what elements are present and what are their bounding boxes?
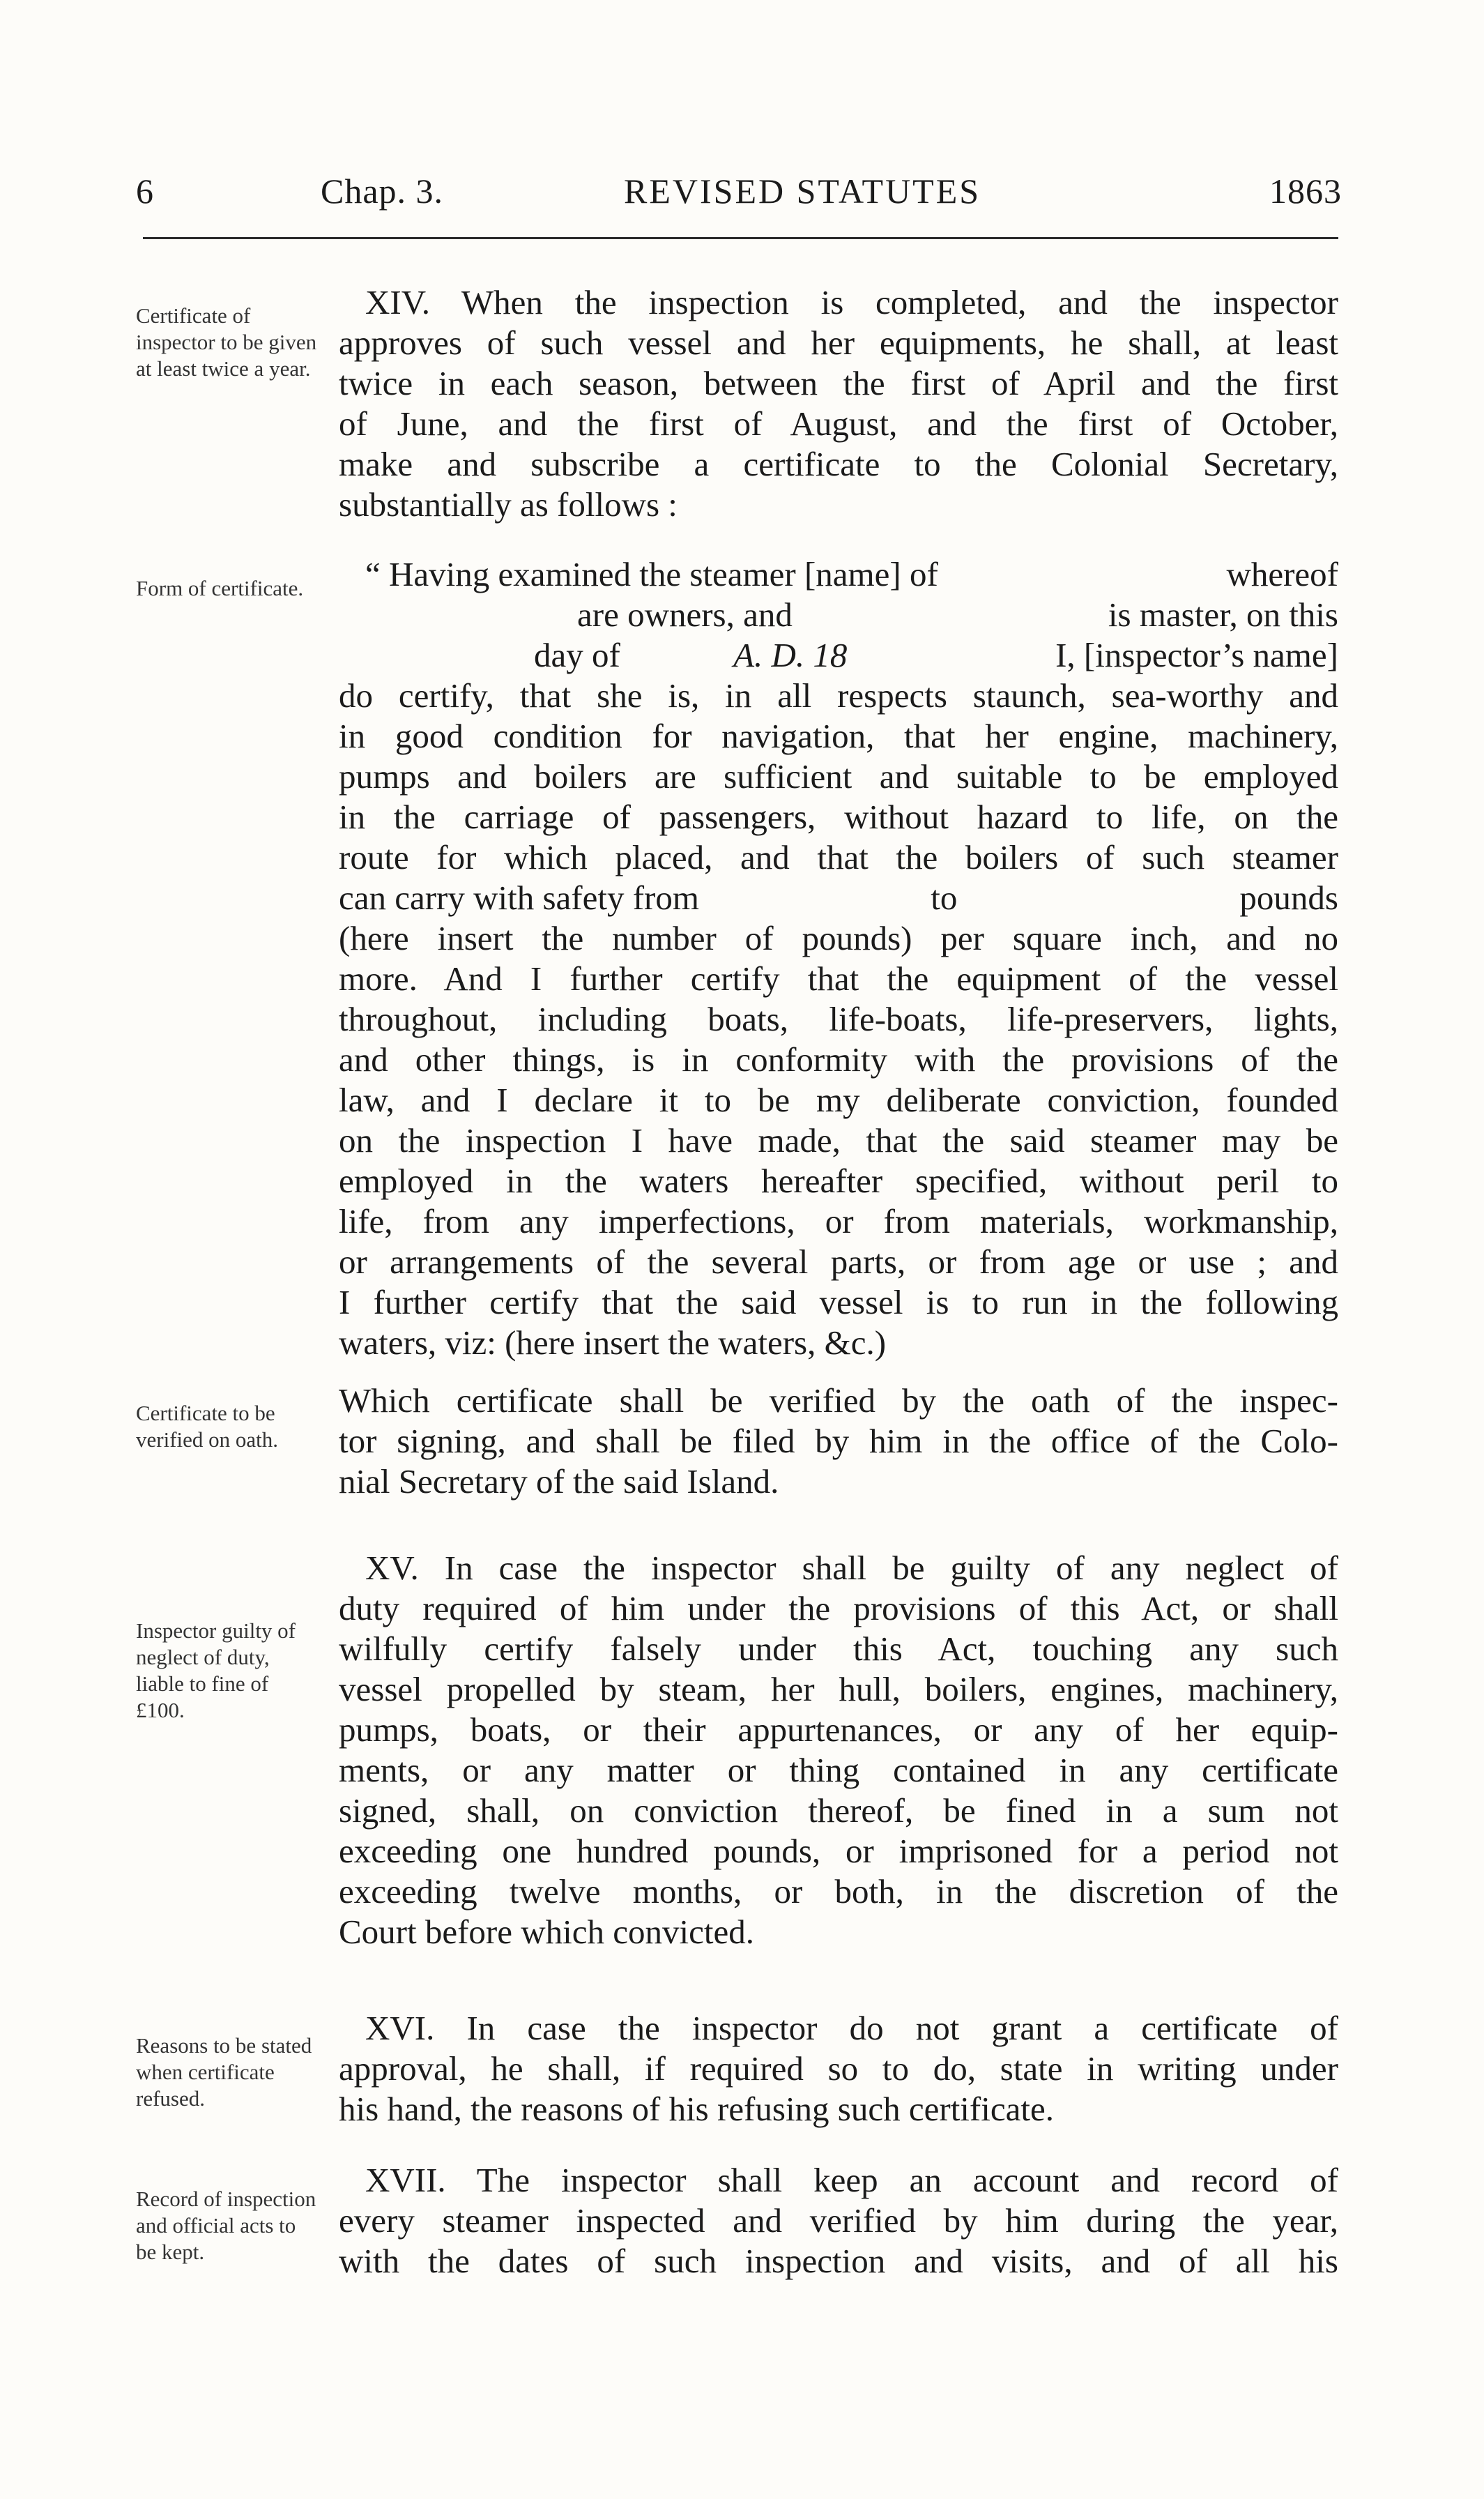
form-text: is master, on this: [1108, 595, 1338, 634]
text-line: every steamer inspected and verified by him during the year,: [339, 2201, 1338, 2240]
text-line: make and subscribe a certificate to the Colonial Secretary,: [339, 445, 1338, 483]
text-line: or arrangements of the several parts, or from age or use ; and: [339, 1243, 1338, 1281]
text-line: waters, viz: (here insert the waters, &c.): [339, 1323, 887, 1362]
margin-note: Certificate to be verified on oath.: [136, 1401, 279, 1452]
text-line: duty required of him under the provisions of this Act, or shall: [339, 1589, 1338, 1627]
running-header: [136, 171, 1342, 220]
text-line: Which certificate shall be verified by the oath of the inspec-: [339, 1381, 1338, 1420]
text-line: XVI. In case the inspector do not grant a certificate of: [365, 2009, 1338, 2047]
text-line: wilfully certify falsely under this Act, touching any such: [339, 1630, 1338, 1668]
section-xvii: [339, 2160, 1338, 2281]
text-line: in good condition for navigation, that her engine, machinery,: [339, 717, 1338, 755]
text-line: law, and I declare it to be my deliberate conviction, founded: [339, 1081, 1338, 1119]
text-line: pumps and boilers are sufficient and suitable to be employed: [339, 757, 1338, 796]
text-line: do certify, that she is, in all respects staunch, sea-worthy and: [339, 676, 1338, 715]
form-line: [339, 878, 1338, 918]
text-line: and other things, is in conformity with the provisions of the: [339, 1040, 1338, 1079]
form-text: “ Having examined the steamer [name] of: [365, 555, 938, 593]
text-line: employed in the waters hereafter specified, without peril to: [339, 1162, 1338, 1200]
text-line: pumps, boats, or their appurtenances, or any of her equip-: [339, 1710, 1338, 1749]
text-line: twice in each season, between the first of April and the first: [339, 364, 1338, 402]
form-text: can carry with safety from: [339, 879, 699, 917]
form-text: A. D. 18: [733, 636, 848, 674]
text-line: approves of such vessel and her equipments, he shall, at least: [339, 324, 1338, 362]
text-line: XV. In case the inspector shall be guilty of any neglect of: [365, 1549, 1338, 1587]
text-line: XVII. The inspector shall keep an account and record of: [365, 2161, 1338, 2199]
form-line: [339, 635, 1338, 676]
form-text: are owners, and: [577, 595, 793, 634]
form-line: [339, 595, 1338, 635]
margin-note: Form of certificate.: [136, 576, 304, 600]
section-xv: [339, 1548, 1338, 1952]
section-xiv: [339, 282, 1338, 525]
margin-note: Inspector guilty of neglect of duty, liable to fine of £100.: [136, 1618, 296, 1722]
form-text: whereof: [1226, 555, 1338, 593]
form-text: pounds: [1239, 879, 1338, 917]
text-line: more. And I further certify that the equipment of the vessel: [339, 959, 1338, 998]
text-line: life, from any imperfections, or from materials, workmanship,: [339, 1202, 1338, 1240]
text-line: signed, shall, on conviction thereof, be fined in a sum not: [339, 1791, 1338, 1830]
text-line: Court before which convicted.: [339, 1913, 754, 1951]
text-line: exceeding twelve months, or both, in the discretion of the: [339, 1872, 1338, 1911]
text-line: in the carriage of passengers, without hazard to life, on the: [339, 798, 1338, 836]
page-title: REVISED STATUTES: [624, 172, 981, 211]
text-line: exceeding one hundred pounds, or imprisoned for a period not: [339, 1832, 1338, 1870]
text-line: ments, or any matter or thing contained in any certificate: [339, 1751, 1338, 1789]
header-year: 1863: [1269, 172, 1342, 211]
text-line: approval, he shall, if required so to do, state in writing under: [339, 2049, 1338, 2088]
text-line: with the dates of such inspection and visits, and of all his: [339, 2242, 1338, 2280]
text-line: on the inspection I have made, that the said steamer may be: [339, 1121, 1338, 1160]
text-line: of June, and the first of August, and the first of October,: [339, 404, 1338, 443]
section-verification: [339, 1381, 1338, 1502]
text-line: tor signing, and shall be filed by him in the office of the Colo-: [339, 1422, 1338, 1460]
text-line: substantially as follows :: [339, 485, 678, 524]
text-line: vessel propelled by steam, her hull, boilers, engines, machinery,: [339, 1670, 1338, 1708]
margin-note: Reasons to be stated when certificate refused.: [136, 2033, 312, 2111]
text-line: nial Secretary of the said Island.: [339, 1462, 779, 1501]
certificate-form: [339, 554, 1338, 1363]
text-line: throughout, including boats, life-boats, life-preservers, lights,: [339, 1000, 1338, 1038]
chapter-label: Chap. 3.: [321, 172, 444, 211]
text-line: (here insert the number of pounds) per square inch, and no: [339, 919, 1338, 957]
text-line: his hand, the reasons of his refusing such certificate.: [339, 2090, 1054, 2128]
text-line: route for which placed, and that the boilers of such steamer: [339, 838, 1338, 876]
section-xvi: [339, 2008, 1338, 2129]
form-text: to: [931, 879, 958, 917]
page-number: 6: [136, 172, 154, 211]
header-rule: [143, 237, 1338, 239]
form-text: I, [inspector’s name]: [1055, 636, 1338, 674]
form-line: [339, 554, 1338, 595]
form-text: day of: [534, 636, 620, 674]
margin-note: Certificate of inspector to be given at least twice a year.: [136, 303, 317, 381]
margin-note: Record of inspection and official acts to be kept.: [136, 2187, 316, 2264]
text-line: I further certify that the said vessel is to run in the following: [339, 1283, 1338, 1321]
text-line: XIV. When the inspection is completed, and the inspector: [365, 283, 1338, 321]
